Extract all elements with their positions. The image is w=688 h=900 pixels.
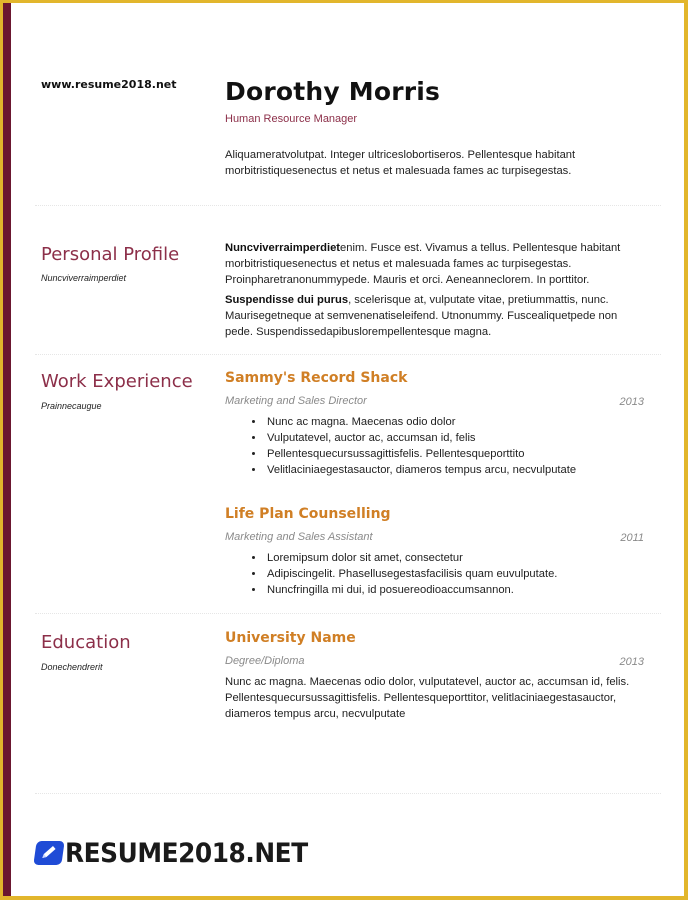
profile-p2-bold: Suspendisse dui purus bbox=[225, 294, 349, 306]
profile-p1-text: enim. Fusce est. Vivamus a tellus. Pellentesque habitant morbitristiquesenectus et netus et malesuada fames ac turpisegestas. Proinpharetranonummypede. Mauris et orci. Aeneanneclorem. In porttitor. bbox=[225, 242, 621, 286]
job-company-2: Life Plan Counselling bbox=[225, 506, 391, 522]
education-paragraph: Nunc ac magna. Maecenas odio dolor, vulputatevel, auctor ac, accumsan id, felis. Pellentesquecursussagittisfelis. Pellentesqueporttitor, velitlaciniaegestasauctor, diameros tempus arcu, necvulputate bbox=[225, 676, 630, 720]
job-position-1: Marketing and Sales Director bbox=[225, 395, 367, 407]
profile-p1-bold: Nuncviverraimperdiet bbox=[225, 242, 341, 254]
section-title-education: Education bbox=[41, 632, 131, 653]
list-item: • Loremipsum dolor sit amet, consectetur bbox=[265, 550, 557, 566]
list-item: • Pellentesquecursussagittisfelis. Pellentesqueporttito bbox=[265, 446, 576, 462]
education-school: University Name bbox=[225, 630, 356, 646]
profile-paragraph-1 bbox=[225, 240, 645, 288]
section-subtitle-profile: Nuncviverraimperdiet bbox=[41, 273, 127, 283]
divider bbox=[35, 205, 661, 206]
section-subtitle-education: Donechendrerit bbox=[41, 662, 103, 672]
footer-logo-text: RESUME2018.NET bbox=[65, 837, 308, 869]
education-degree: Degree/Diploma bbox=[225, 655, 305, 667]
list-item: • Vulputatevel, auctor ac, accumsan id, felis bbox=[265, 430, 576, 446]
job-company-1: Sammy's Record Shack bbox=[225, 370, 408, 386]
resume-page bbox=[3, 3, 684, 896]
section-title-work: Work Experience bbox=[41, 371, 193, 392]
footer-logo bbox=[35, 837, 329, 869]
list-item: • Nunc ac magna. Maecenas odio dolor bbox=[265, 414, 576, 430]
section-title-profile: Personal Profile bbox=[41, 244, 180, 265]
list-item: • Adipiscingelit. Phasellusegestasfacilisis quam euvulputate. bbox=[265, 566, 557, 582]
website-url[interactable]: www.resume2018.net bbox=[41, 78, 177, 91]
candidate-role: Human Resource Manager bbox=[225, 113, 358, 125]
profile-p2-text: , scelerisque at, vulputate vitae, pretiummattis, nunc. Maurisegetneque at semvenenatiseleifend. Utnonummy. Fuscealiquetpede non pede. Suspendissedapibuslorempellentesque magna. bbox=[225, 294, 618, 338]
job-position-2: Marketing and Sales Assistant bbox=[225, 531, 373, 543]
divider bbox=[35, 793, 661, 794]
list-item: • Nuncfringilla mi dui, id posuereodioaccumsannon. bbox=[265, 582, 557, 598]
education-year: 2013 bbox=[619, 656, 644, 668]
job-bullets-2 bbox=[245, 550, 557, 598]
section-subtitle-work: Prainnecaugue bbox=[41, 401, 102, 411]
divider bbox=[35, 613, 661, 614]
pencil-icon bbox=[33, 841, 64, 865]
profile-paragraph-2 bbox=[225, 292, 645, 340]
candidate-name: Dorothy Morris bbox=[225, 77, 441, 106]
job-year-1: 2013 bbox=[619, 396, 644, 408]
intro-paragraph: Aliquameratvolutpat. Integer ultriceslobortiseros. Pellentesque habitant morbitristiquesenectus et netus et malesuada fames ac turpisegestas. bbox=[225, 149, 576, 177]
divider bbox=[35, 354, 661, 355]
job-bullets-1 bbox=[245, 414, 576, 478]
list-item: • Velitlaciniaegestasauctor, diameros tempus arcu, necvulputate bbox=[265, 462, 576, 478]
job-year-2: 2011 bbox=[620, 532, 644, 544]
